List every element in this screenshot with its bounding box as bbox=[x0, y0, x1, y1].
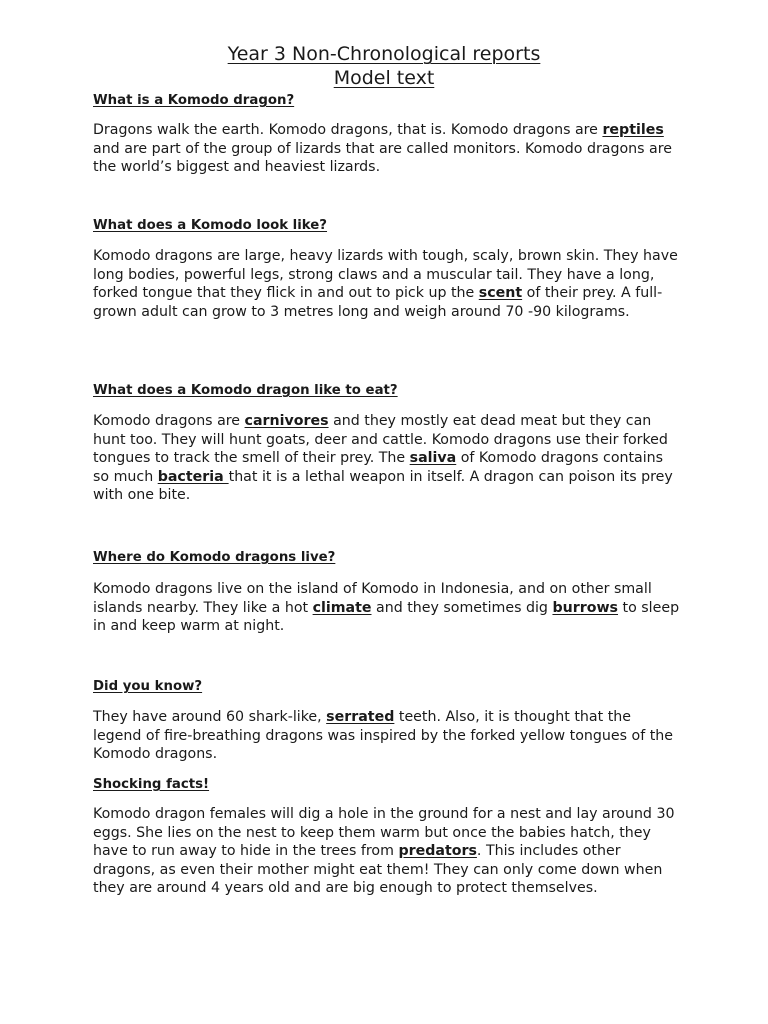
text-run: and they mostly eat dead meat but they can hunt too. They will hunt goats, deer and cattle. Komodo dragons use their forked tongues to track the smell of their prey. The bbox=[93, 413, 668, 467]
text-run: . This includes other dragons, as even their mother might eat them! They can only come down when they are around 4 years old and are big enough to protect themselves. bbox=[93, 843, 663, 897]
keyword-serrated: serrated bbox=[326, 709, 395, 725]
section-paragraph bbox=[93, 121, 683, 177]
text-run: of Komodo dragons contains so much bbox=[93, 450, 664, 485]
text-run: and are part of the group of lizards that are called monitors. Komodo dragons are the world’s biggest and heaviest lizards. bbox=[93, 140, 672, 176]
keyword-bacteria: bacteria bbox=[157, 468, 229, 485]
section-heading: Shocking facts! bbox=[93, 777, 210, 792]
keyword-carnivores: carnivores bbox=[244, 413, 329, 429]
section-shocking-facts bbox=[93, 776, 683, 898]
section-paragraph bbox=[93, 708, 683, 764]
section-paragraph bbox=[93, 805, 683, 898]
section-eat bbox=[93, 382, 683, 505]
keyword-burrows: burrows bbox=[552, 599, 619, 616]
text-run: Dragons walk the earth. Komodo dragons, that is. Komodo dragons are bbox=[93, 122, 603, 138]
keyword-predators: predators bbox=[398, 843, 477, 860]
section-live bbox=[93, 549, 683, 636]
section-paragraph bbox=[93, 412, 683, 505]
section-heading: What does a Komodo dragon like to eat? bbox=[93, 383, 398, 398]
text-run: Komodo dragons live on the island of Komodo in Indonesia, and on other small islands nearby. They like a hot bbox=[93, 581, 652, 616]
section-heading: Where do Komodo dragons live? bbox=[93, 550, 336, 565]
section-did-you-know bbox=[93, 678, 683, 764]
document-title bbox=[0, 42, 768, 90]
keyword-saliva: saliva bbox=[409, 450, 457, 467]
section-heading: What is a Komodo dragon? bbox=[93, 93, 295, 108]
keyword-scent: scent bbox=[478, 285, 523, 302]
text-run: and they sometimes dig bbox=[371, 599, 553, 616]
section-paragraph bbox=[93, 247, 683, 321]
text-run: Komodo dragons are large, heavy lizards with tough, scaly, brown skin. They have long bodies, powerful legs, strong claws and a muscular tail. They have a long, forked tongue that they flick in and out to pick up the bbox=[93, 248, 678, 302]
title-line-2: Model text bbox=[333, 67, 435, 89]
text-run: Komodo dragons are bbox=[93, 413, 245, 429]
section-heading: Did you know? bbox=[93, 679, 203, 694]
section-what-is bbox=[93, 92, 683, 177]
keyword-climate: climate bbox=[312, 599, 372, 616]
text-run: Komodo dragon females will dig a hole in the ground for a nest and lay around 30 eggs. She lies on the nest to keep them warm but once the babies hatch, they have to run away to hide in the trees from bbox=[93, 806, 675, 860]
section-heading: What does a Komodo look like? bbox=[93, 218, 328, 233]
text-run: teeth. Also, it is thought that the legend of fire-breathing dragons was inspired by the forked yellow tongues of the Komodo dragons. bbox=[93, 709, 674, 763]
section-look-like bbox=[93, 217, 683, 321]
text-run: of their prey. A full-grown adult can grow to 3 metres long and weigh around 70 -90 kilograms. bbox=[93, 285, 663, 320]
text-run: that it is a lethal weapon in itself. A dragon can poison its prey with one bite. bbox=[93, 468, 673, 504]
text-run: They have around 60 shark-like, bbox=[93, 709, 327, 725]
text-run: to sleep in and keep warm at night. bbox=[93, 599, 680, 635]
keyword-reptiles: reptiles bbox=[602, 122, 664, 138]
title-line-1: Year 3 Non-Chronological reports bbox=[227, 43, 541, 65]
section-paragraph bbox=[93, 580, 683, 636]
